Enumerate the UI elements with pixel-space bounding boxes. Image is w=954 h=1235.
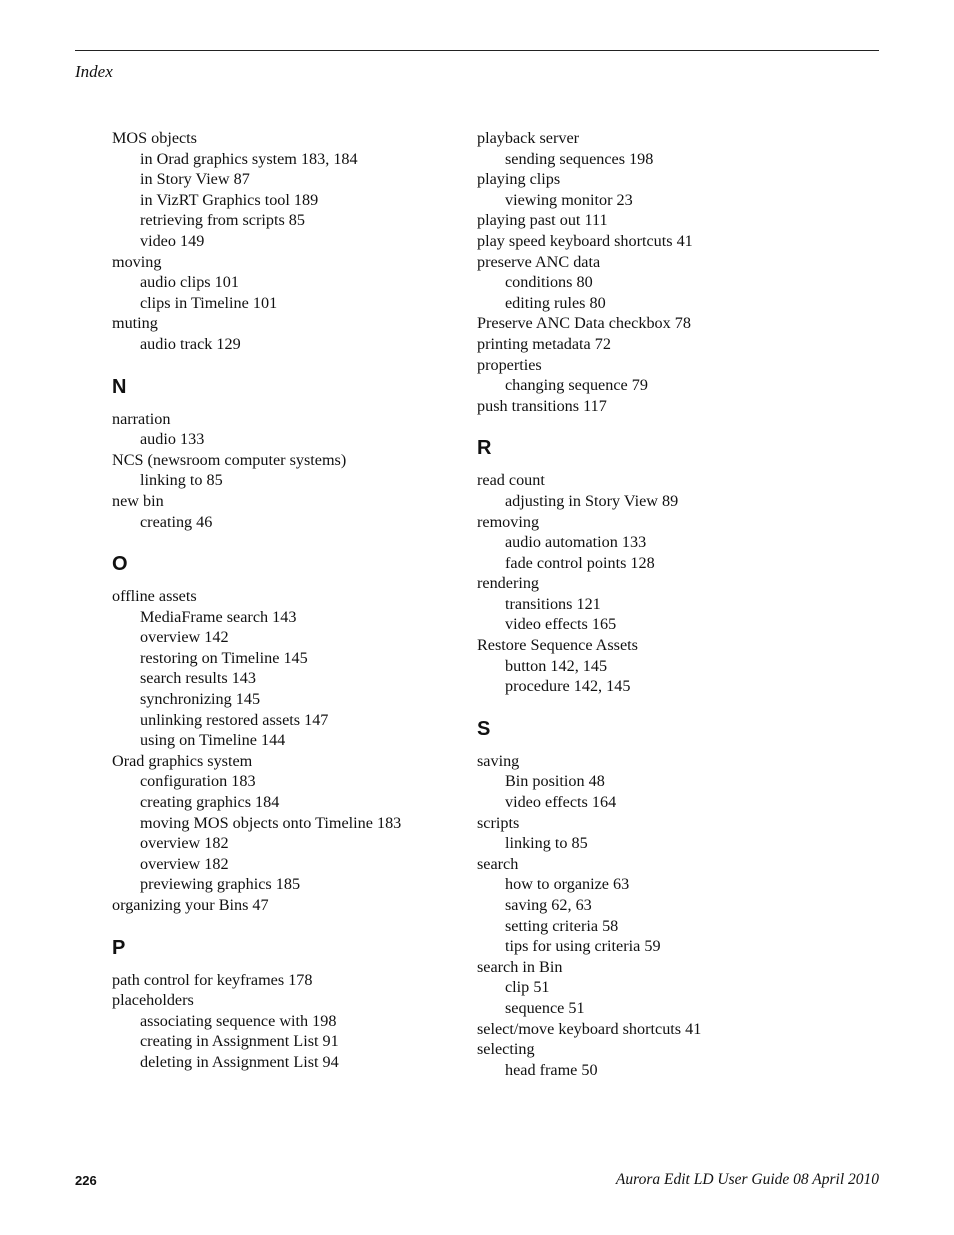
index-subentry: creating in Assignment List 91 [140,1032,339,1051]
index-entry: playing clips [477,170,561,189]
index-entry: selecting [477,1040,535,1059]
index-entry: removing [477,512,540,531]
index-entry: preserve ANC data [477,252,601,271]
index-entry: saving [477,751,520,770]
index-entry: muting [112,314,158,333]
index-subentry: fade control points 128 [505,553,655,572]
index-subentry: restoring on Timeline 145 [140,648,308,667]
index-subentry: previewing graphics 185 [140,875,301,894]
index-entry: scripts [477,813,520,832]
header-rule [75,50,879,51]
index-subentry: linking to 85 [505,834,588,853]
index-subentry: saving 62, 63 [505,896,592,914]
index-subentry: changing sequence 79 [505,376,648,395]
section-letter: S [477,717,491,740]
index-entry: Restore Sequence Assets [477,636,638,655]
index-column-left [112,128,452,1073]
section-letter: P [112,936,126,959]
index-entry: organizing your Bins 47 [112,896,269,914]
section-letter: O [112,553,128,576]
index-subentry: moving MOS objects onto Timeline 183 [140,813,402,832]
index-entry: push transitions 117 [477,396,607,415]
index-entry: Orad graphics system [112,751,253,770]
index-subentry: synchronizing 145 [140,690,261,709]
index-entry: NCS (newsroom computer systems) [112,450,347,469]
index-subentry: transitions 121 [505,594,601,613]
index-entry: search [477,854,519,873]
index-subentry: overview 182 [140,834,229,853]
index-subentry: setting criteria 58 [505,916,619,935]
index-subentry: in Story View 87 [140,170,250,189]
index-subentry: procedure 142, 145 [505,677,631,696]
index-entry: MOS objects [112,129,197,147]
index-entry: printing metadata 72 [477,334,611,353]
index-entry: moving [112,252,162,271]
index-subentry: in Orad graphics system 183, 184 [140,149,358,168]
footer-doc-title: Aurora Edit LD User Guide 08 April 2010 [615,1171,879,1188]
index-subentry: sending sequences 198 [505,149,654,168]
index-subentry: viewing monitor 23 [505,190,633,209]
index-subentry: overview 142 [140,628,229,647]
index-subentry: using on Timeline 144 [140,731,286,750]
index-entry: Preserve ANC Data checkbox 78 [477,314,691,333]
index-subentry: audio automation 133 [505,533,647,552]
index-entry: playback server [477,129,580,147]
index-subentry: video 149 [140,231,205,250]
index-subentry: search results 143 [140,669,256,688]
index-subentry: unlinking restored assets 147 [140,710,329,729]
section-letter: R [477,437,492,460]
index-subentry: creating 46 [140,512,213,531]
index-subentry: editing rules 80 [505,293,606,312]
index-entry: playing past out 111 [477,211,608,230]
index-subentry: clips in Timeline 101 [140,293,278,312]
index-subentry: Bin position 48 [505,772,605,791]
index-subentry: retrieving from scripts 85 [140,211,305,230]
index-subentry: how to organize 63 [505,875,630,894]
index-subentry: tips for using criteria 59 [505,937,661,956]
index-entry: rendering [477,574,540,593]
index-subentry: MediaFrame search 143 [140,607,297,626]
index-subentry: associating sequence with 198 [140,1011,337,1030]
index-entry: path control for keyframes 178 [112,970,313,989]
index-entry: read count [477,471,545,490]
section-letter: N [112,375,127,398]
index-column-right [477,128,857,1080]
index-entry: new bin [112,491,164,510]
index-subentry: audio 133 [140,430,205,449]
index-subentry: video effects 164 [505,793,617,812]
index-subentry: video effects 165 [505,615,617,634]
index-subentry: configuration 183 [140,772,256,791]
index-entry: placeholders [112,991,194,1010]
index-entry: offline assets [112,587,197,606]
index-entry: search in Bin [477,957,563,976]
index-entry: select/move keyboard shortcuts 41 [477,1019,702,1038]
index-subentry: sequence 51 [505,998,585,1017]
page-number: 226 [75,1173,97,1188]
index-entry: properties [477,355,542,374]
index-subentry: deleting in Assignment List 94 [140,1052,339,1071]
index-entry: play speed keyboard shortcuts 41 [477,231,693,250]
index-subentry: in VizRT Graphics tool 189 [140,190,319,209]
index-subentry: creating graphics 184 [140,793,280,812]
index-subentry: adjusting in Story View 89 [505,491,679,510]
index-subentry: clip 51 [505,978,550,997]
index-subentry: audio clips 101 [140,273,239,292]
index-subentry: audio track 129 [140,334,241,353]
index-subentry: head frame 50 [505,1060,598,1079]
index-subentry: button 142, 145 [505,656,608,675]
index-subentry: linking to 85 [140,471,223,490]
running-head: Index [75,62,113,81]
index-subentry: conditions 80 [505,273,593,292]
index-subentry: overview 182 [140,854,229,873]
index-entry: narration [112,409,171,428]
